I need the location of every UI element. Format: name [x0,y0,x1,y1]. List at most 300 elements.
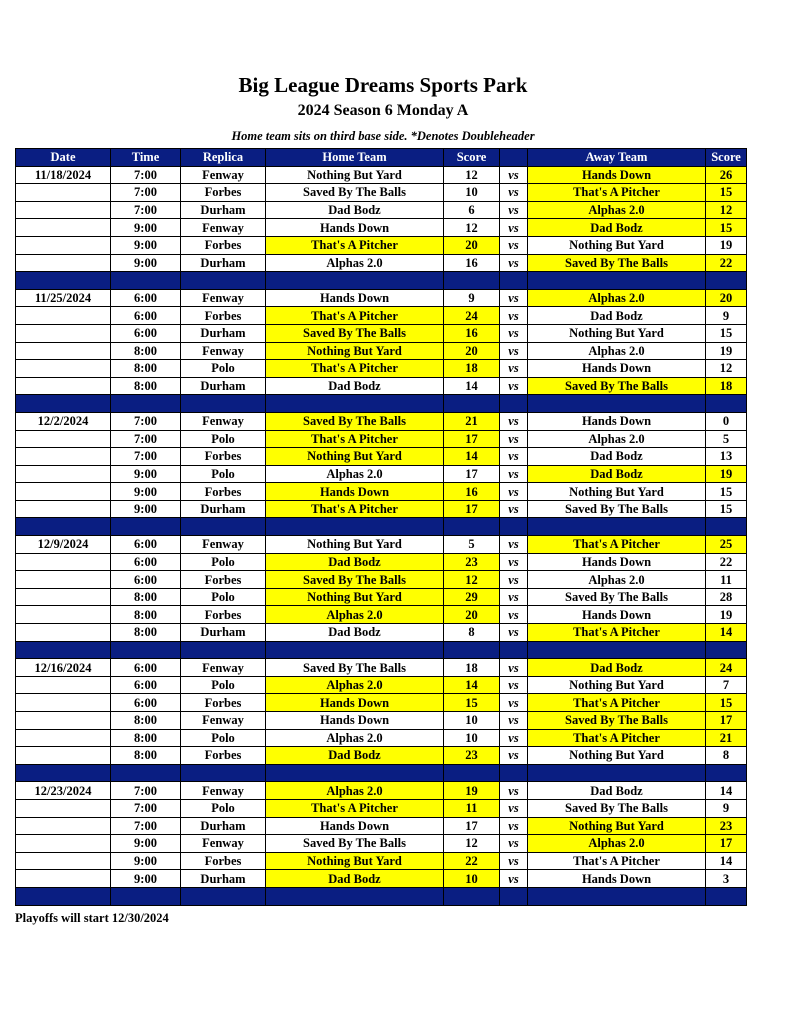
home-score: 12 [444,166,500,184]
game-time: 6:00 [111,536,181,554]
away-team: Nothing But Yard [528,747,706,765]
separator-cell [706,641,747,659]
home-team: Hands Down [266,483,444,501]
home-score: 18 [444,659,500,677]
home-team: Saved By The Balls [266,184,444,202]
separator-cell [111,887,181,905]
game-field: Durham [181,817,266,835]
separator-cell [181,395,266,413]
game-date [16,360,111,378]
away-team: Nothing But Yard [528,236,706,254]
away-score: 17 [706,835,747,853]
away-score: 28 [706,588,747,606]
away-score: 22 [706,553,747,571]
home-score: 17 [444,465,500,483]
home-score: 18 [444,360,500,378]
away-score: 15 [706,184,747,202]
home-score: 20 [444,236,500,254]
game-time: 8:00 [111,342,181,360]
game-row [16,342,747,360]
game-date [16,588,111,606]
away-team: Hands Down [528,166,706,184]
away-score: 14 [706,624,747,642]
game-time: 6:00 [111,571,181,589]
home-team: Nothing But Yard [266,588,444,606]
home-team: Hands Down [266,712,444,730]
away-score: 26 [706,166,747,184]
game-date [16,835,111,853]
game-field: Polo [181,430,266,448]
home-team: Alphas 2.0 [266,606,444,624]
game-date: 11/18/2024 [16,166,111,184]
away-score: 14 [706,782,747,800]
vs-label: vs [500,571,528,589]
away-score: 0 [706,412,747,430]
game-date [16,184,111,202]
away-score: 17 [706,712,747,730]
home-team: Nothing But Yard [266,852,444,870]
home-score: 11 [444,799,500,817]
game-date [16,571,111,589]
separator-cell [111,272,181,290]
home-team: Hands Down [266,219,444,237]
away-team: Dad Bodz [528,219,706,237]
home-score: 22 [444,852,500,870]
game-date [16,307,111,325]
separator-cell [111,764,181,782]
game-row [16,184,747,202]
home-team: Alphas 2.0 [266,254,444,272]
game-time: 7:00 [111,184,181,202]
game-date [16,799,111,817]
home-score: 9 [444,289,500,307]
playoffs-note: Playoffs will start 12/30/2024 [15,911,169,925]
game-field: Forbes [181,747,266,765]
away-score: 18 [706,377,747,395]
home-score: 14 [444,676,500,694]
away-score: 19 [706,465,747,483]
home-score: 21 [444,412,500,430]
header-date: Date [16,149,111,167]
home-team: That's A Pitcher [266,236,444,254]
home-score: 14 [444,377,500,395]
separator-cell [444,764,500,782]
header-away-team: Away Team [528,149,706,167]
game-time: 7:00 [111,166,181,184]
game-row [16,307,747,325]
game-field: Fenway [181,782,266,800]
vs-label: vs [500,377,528,395]
vs-label: vs [500,553,528,571]
game-date [16,465,111,483]
separator-cell [444,518,500,536]
separator-cell [266,272,444,290]
game-date [16,624,111,642]
separator-cell [706,887,747,905]
game-time: 8:00 [111,606,181,624]
away-team: Saved By The Balls [528,799,706,817]
home-score: 8 [444,624,500,642]
away-team: Hands Down [528,412,706,430]
away-team: Nothing But Yard [528,483,706,501]
header-vs [500,149,528,167]
game-date [16,448,111,466]
vs-label: vs [500,694,528,712]
week-separator [16,764,747,782]
game-field: Fenway [181,712,266,730]
game-field: Polo [181,799,266,817]
separator-cell [266,395,444,413]
game-time: 8:00 [111,729,181,747]
game-time: 8:00 [111,360,181,378]
away-score: 25 [706,536,747,554]
home-team: Hands Down [266,289,444,307]
separator-cell [181,887,266,905]
game-time: 8:00 [111,712,181,730]
separator-cell [500,518,528,536]
vs-label: vs [500,747,528,765]
game-field: Polo [181,588,266,606]
away-team: Alphas 2.0 [528,289,706,307]
home-team: Dad Bodz [266,870,444,888]
game-field: Forbes [181,606,266,624]
game-field: Fenway [181,342,266,360]
home-team: Saved By The Balls [266,835,444,853]
game-field: Polo [181,553,266,571]
separator-cell [706,272,747,290]
home-team: Dad Bodz [266,377,444,395]
away-score: 23 [706,817,747,835]
week-separator [16,518,747,536]
away-team: Saved By The Balls [528,712,706,730]
game-field: Durham [181,870,266,888]
game-field: Polo [181,676,266,694]
game-field: Fenway [181,412,266,430]
away-score: 15 [706,500,747,518]
game-row [16,712,747,730]
vs-label: vs [500,870,528,888]
home-score: 20 [444,606,500,624]
game-row [16,606,747,624]
separator-cell [111,395,181,413]
vs-label: vs [500,835,528,853]
game-time: 8:00 [111,377,181,395]
separator-cell [444,395,500,413]
home-score: 12 [444,571,500,589]
page-title: Big League Dreams Sports Park [238,73,528,97]
home-team: Saved By The Balls [266,571,444,589]
game-field: Fenway [181,659,266,677]
game-field: Durham [181,201,266,219]
away-team: Alphas 2.0 [528,342,706,360]
away-score: 5 [706,430,747,448]
vs-label: vs [500,588,528,606]
away-team: Dad Bodz [528,659,706,677]
away-score: 12 [706,201,747,219]
header-time: Time [111,149,181,167]
game-row [16,536,747,554]
game-time: 7:00 [111,412,181,430]
game-row [16,201,747,219]
game-time: 6:00 [111,553,181,571]
vs-label: vs [500,201,528,219]
week-separator [16,887,747,905]
week-separator [16,641,747,659]
separator-cell [500,641,528,659]
vs-label: vs [500,817,528,835]
vs-label: vs [500,236,528,254]
home-score: 16 [444,254,500,272]
vs-label: vs [500,166,528,184]
separator-cell [111,518,181,536]
away-team: Dad Bodz [528,782,706,800]
game-time: 9:00 [111,835,181,853]
game-field: Durham [181,324,266,342]
game-field: Forbes [181,184,266,202]
game-row [16,729,747,747]
game-row [16,412,747,430]
header-replica: Replica [181,149,266,167]
home-score: 16 [444,483,500,501]
vs-label: vs [500,500,528,518]
game-date [16,817,111,835]
game-row [16,694,747,712]
game-row [16,236,747,254]
game-time: 9:00 [111,254,181,272]
week-separator [16,395,747,413]
game-row [16,465,747,483]
game-time: 9:00 [111,465,181,483]
away-team: Alphas 2.0 [528,835,706,853]
home-team: That's A Pitcher [266,360,444,378]
away-team: That's A Pitcher [528,729,706,747]
game-field: Forbes [181,571,266,589]
game-row [16,835,747,853]
away-score: 8 [706,747,747,765]
game-time: 6:00 [111,694,181,712]
game-row [16,324,747,342]
separator-cell [181,641,266,659]
vs-label: vs [500,852,528,870]
home-score: 20 [444,342,500,360]
away-score: 15 [706,483,747,501]
game-field: Polo [181,465,266,483]
away-score: 15 [706,324,747,342]
home-score: 17 [444,500,500,518]
home-team: That's A Pitcher [266,307,444,325]
game-row [16,852,747,870]
home-score: 14 [444,448,500,466]
home-score: 16 [444,324,500,342]
separator-cell [528,887,706,905]
home-score: 17 [444,430,500,448]
game-row [16,166,747,184]
separator-cell [528,641,706,659]
vs-label: vs [500,676,528,694]
separator-cell [266,518,444,536]
away-team: Nothing But Yard [528,817,706,835]
home-team: Nothing But Yard [266,166,444,184]
vs-label: vs [500,412,528,430]
game-date [16,342,111,360]
away-team: Dad Bodz [528,307,706,325]
game-field: Forbes [181,694,266,712]
game-row [16,448,747,466]
vs-label: vs [500,307,528,325]
away-team: That's A Pitcher [528,184,706,202]
away-team: Nothing But Yard [528,676,706,694]
home-score: 12 [444,219,500,237]
away-team: Nothing But Yard [528,324,706,342]
separator-cell [16,641,111,659]
game-time: 6:00 [111,324,181,342]
game-field: Forbes [181,307,266,325]
home-team: Dad Bodz [266,747,444,765]
away-team: Hands Down [528,606,706,624]
game-date: 12/9/2024 [16,536,111,554]
home-score: 24 [444,307,500,325]
game-date [16,606,111,624]
away-score: 21 [706,729,747,747]
vs-label: vs [500,360,528,378]
game-time: 9:00 [111,219,181,237]
away-team: Saved By The Balls [528,254,706,272]
game-field: Forbes [181,236,266,254]
game-date [16,430,111,448]
header-away-score: Score [706,149,747,167]
game-row [16,817,747,835]
game-row [16,254,747,272]
home-score: 5 [444,536,500,554]
game-row [16,289,747,307]
vs-label: vs [500,342,528,360]
home-score: 10 [444,870,500,888]
separator-cell [528,518,706,536]
home-team: Alphas 2.0 [266,465,444,483]
separator-cell [706,395,747,413]
game-time: 7:00 [111,448,181,466]
away-team: Dad Bodz [528,465,706,483]
home-score: 10 [444,729,500,747]
vs-label: vs [500,219,528,237]
separator-cell [500,395,528,413]
away-score: 22 [706,254,747,272]
game-row [16,676,747,694]
game-row [16,588,747,606]
schedule-table [15,148,747,906]
separator-cell [266,764,444,782]
separator-cell [706,764,747,782]
week-separator [16,272,747,290]
separator-cell [500,887,528,905]
vs-label: vs [500,483,528,501]
away-score: 14 [706,852,747,870]
separator-cell [444,641,500,659]
vs-label: vs [500,606,528,624]
away-team: Hands Down [528,870,706,888]
game-row [16,553,747,571]
away-team: Alphas 2.0 [528,201,706,219]
vs-label: vs [500,430,528,448]
game-field: Forbes [181,448,266,466]
separator-cell [528,395,706,413]
home-score: 23 [444,553,500,571]
home-team: Dad Bodz [266,553,444,571]
game-field: Forbes [181,852,266,870]
away-team: Saved By The Balls [528,500,706,518]
game-row [16,799,747,817]
away-score: 12 [706,360,747,378]
away-team: Alphas 2.0 [528,430,706,448]
away-team: Hands Down [528,553,706,571]
game-date [16,694,111,712]
home-score: 10 [444,184,500,202]
separator-cell [444,887,500,905]
game-date [16,712,111,730]
game-date [16,553,111,571]
game-time: 9:00 [111,236,181,254]
away-score: 9 [706,799,747,817]
separator-cell [181,764,266,782]
game-time: 9:00 [111,870,181,888]
game-field: Fenway [181,166,266,184]
game-field: Polo [181,729,266,747]
away-score: 9 [706,307,747,325]
separator-cell [181,272,266,290]
game-time: 7:00 [111,201,181,219]
game-row [16,360,747,378]
game-date: 11/25/2024 [16,289,111,307]
vs-label: vs [500,254,528,272]
game-date: 12/2/2024 [16,412,111,430]
home-team: Nothing But Yard [266,448,444,466]
home-team: That's A Pitcher [266,430,444,448]
away-team: Alphas 2.0 [528,571,706,589]
away-team: Dad Bodz [528,448,706,466]
game-date [16,747,111,765]
home-team: Hands Down [266,694,444,712]
home-team: Dad Bodz [266,201,444,219]
vs-label: vs [500,465,528,483]
game-time: 6:00 [111,676,181,694]
vs-label: vs [500,324,528,342]
home-team: Alphas 2.0 [266,729,444,747]
game-field: Fenway [181,219,266,237]
page-subtitle: 2024 Season 6 Monday A [297,102,469,119]
game-date [16,377,111,395]
away-team: Saved By The Balls [528,377,706,395]
separator-cell [706,518,747,536]
home-score: 10 [444,712,500,730]
home-team: Alphas 2.0 [266,782,444,800]
away-score: 20 [706,289,747,307]
separator-cell [16,272,111,290]
separator-cell [266,641,444,659]
away-score: 24 [706,659,747,677]
home-team: Nothing But Yard [266,536,444,554]
home-team: Hands Down [266,817,444,835]
home-team: Dad Bodz [266,624,444,642]
game-time: 6:00 [111,289,181,307]
game-row [16,483,747,501]
vs-label: vs [500,782,528,800]
game-field: Durham [181,624,266,642]
vs-label: vs [500,624,528,642]
away-team: Hands Down [528,360,706,378]
away-score: 15 [706,219,747,237]
game-field: Polo [181,360,266,378]
game-date [16,324,111,342]
